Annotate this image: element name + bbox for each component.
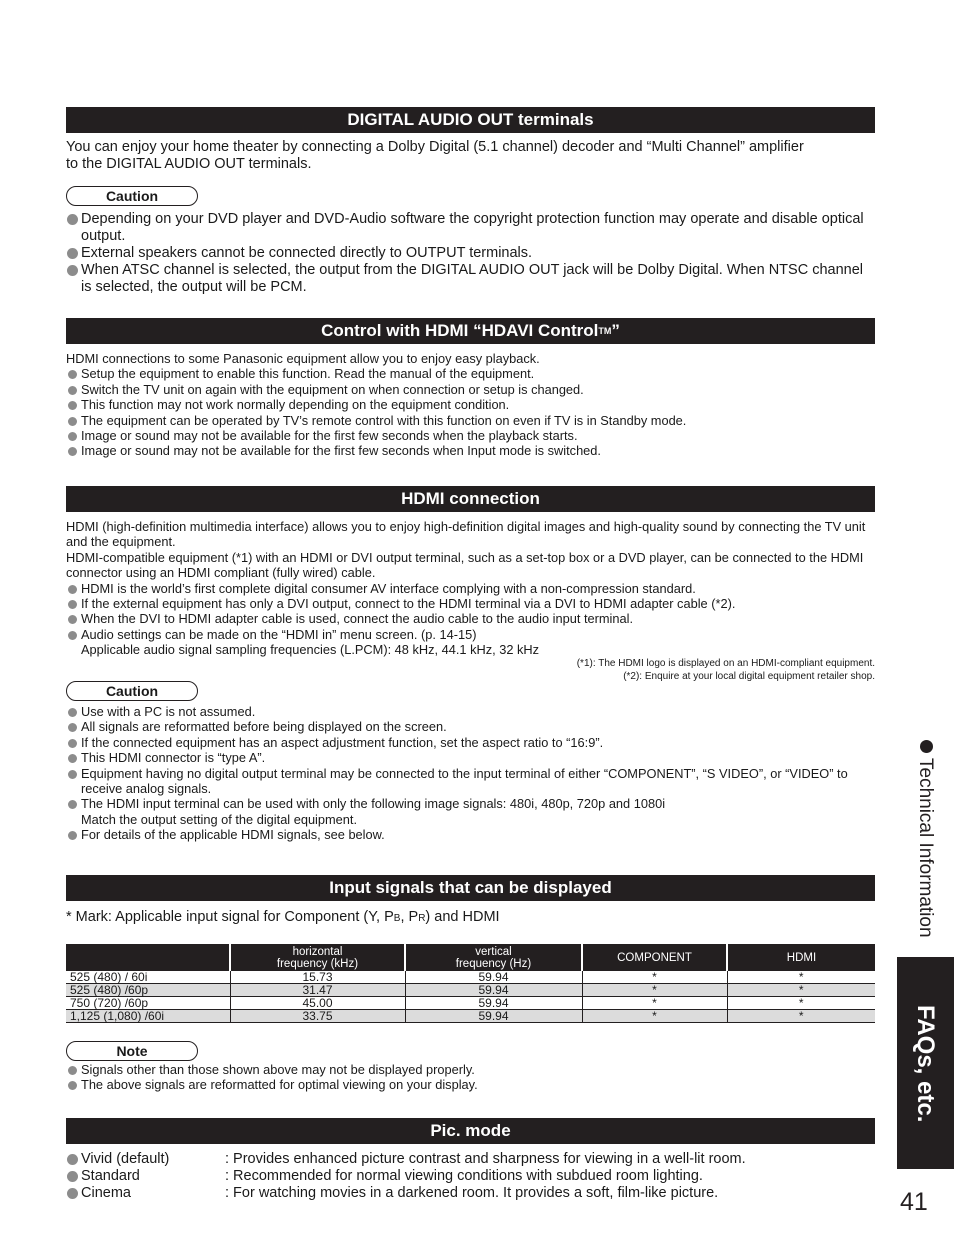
hdavi-content [66,351,875,459]
chapter-tab-label: FAQs, etc. [912,1005,939,1123]
cell-vertical: 59.94 [405,971,582,984]
trademark-mark: TM [598,326,612,336]
list-item: For details of the applicable HDMI signals, see below. [66,827,875,842]
caution-label: Caution [66,681,198,701]
list-item: The above signals are reformatted for optimal viewing on your display. [66,1077,875,1092]
list-item: Use with a PC is not assumed. [66,704,875,719]
cell-hdmi: * [727,997,875,1010]
table-row [66,1010,875,1023]
cell-mode: 525 (480) /60p [66,984,230,997]
footnote: (*1): The HDMI logo is displayed on an HDMI-compliant equipment. [576,658,875,669]
match-note: Match the output setting of the digital equipment. [81,811,358,827]
cell-vertical: 59.94 [405,984,582,997]
list-item: HDMI is the world’s first complete digital consumer AV interface complying with a non-compression standard. [66,581,875,596]
signal-notes [66,1062,875,1093]
list-item: If the connected equipment has an aspect adjustment function, set the aspect ratio to “16:9”. [66,735,875,750]
pic-mode-desc: : Provides enhanced picture contrast and sharpness for viewing in a well-lit room. [225,1151,746,1167]
header-horizontal [230,944,405,971]
footnotes [66,657,875,683]
cell-hdmi: * [727,971,875,984]
list-item: When ATSC channel is selected, the output from the DIGITAL AUDIO OUT jack will be Dolby Digital. When NTSC channel is selected, the output will be PCM. [66,262,875,296]
header-text: frequency (Hz) [455,957,532,970]
list-item: If the external equipment has only a DVI output, connect to the HDMI terminal via a DVI to HDMI adapter cable (*2). [66,596,875,611]
pic-mode-row [66,1151,875,1168]
pic-mode-label: Vivid (default) [66,1151,225,1168]
list-item: Signals other than those shown above may not be displayed properly. [66,1062,875,1077]
pic-mode-label: Standard [66,1168,225,1185]
list-item: All signals are reformatted before being displayed on the screen. [66,719,875,734]
table-row [66,971,875,984]
cell-component: * [582,984,727,997]
cell-hdmi: * [727,984,875,997]
list-item: The HDMI input terminal can be used with only the following image signals: 480i, 480p, 720p and 1080i [66,796,875,811]
section-title: Input signals that can be displayed [329,878,612,897]
cell-hdmi: * [727,1010,875,1023]
section-title: Pic. mode [430,1121,511,1140]
footnote: (*2): Enquire at your local digital equipment retailer shop. [623,671,875,682]
side-label-text: Technical Information [915,758,936,938]
list-item: The equipment can be operated by TV’s remote control with this function on even if TV is in Standby mode. [66,413,875,428]
list-item: Image or sound may not be available for the first few seconds when Input mode is switched. [66,443,875,458]
intro-line: to the DIGITAL AUDIO OUT terminals. [66,156,312,172]
list-item: When the DVI to HDMI adapter cable is used, connect the audio cable to the audio input terminal. [66,611,875,626]
section-title: DIGITAL AUDIO OUT terminals [347,110,594,129]
list-item: Switch the TV unit on again with the equipment on when connection or setup is changed. [66,382,875,397]
cell-horizontal: 45.00 [230,997,405,1010]
pic-mode-row [66,1168,875,1185]
section-header-pic-mode [66,1118,875,1144]
intro-line: You can enjoy your home theater by connecting a Dolby Digital (5.1 channel) decoder and “Multi Channel” amplifier [66,139,804,155]
cell-component: * [582,1010,727,1023]
list-item: This function may not work normally depending on the equipment condition. [66,397,875,412]
list-item: Image or sound may not be available for the first few seconds when the playback starts. [66,428,875,443]
mark-text: ) and HDMI [425,909,500,925]
hdmi-caution-bullets [66,704,875,843]
chapter-tab [897,957,954,1169]
header-mode [66,944,230,971]
list-item: Setup the equipment to enable this function. Read the manual of the equipment. [66,366,875,381]
section-header-hdavi [66,318,875,344]
section-header-input-signals [66,875,875,901]
header-vertical [405,944,582,971]
cell-vertical: 59.94 [405,997,582,1010]
signal-table [66,944,875,1023]
sampling-note: Applicable audio signal sampling frequencies (L.PCM): 48 kHz, 44.1 kHz, 32 kHz [81,642,540,658]
list-item: Equipment having no digital output terminal may be connected to the input terminal of either “COMPONENT”, “S VIDEO”, or “VIDEO” to receive analog signals. [66,766,875,797]
cell-mode: 525 (480) / 60i [66,971,230,984]
header-text: horizontal [292,945,343,958]
bullet-dot-icon [920,740,933,753]
cell-mode: 1,125 (1,080) /60i [66,1010,230,1023]
digital-audio-bullets [66,211,875,296]
cell-component: * [582,971,727,984]
section-title-end: ” [611,321,620,340]
cell-component: * [582,997,727,1010]
section-header-hdmi [66,486,875,512]
digital-audio-intro [66,139,875,173]
hdmi-content [66,519,875,658]
hdmi-intro: HDMI (high-definition multimedia interface) allows you to enjoy high-definition digital images and high-quality sound by connecting the TV unit and the equipment. [66,519,866,550]
cell-horizontal: 33.75 [230,1010,405,1023]
page-number: 41 [900,1188,928,1216]
list-item: Audio settings can be made on the “HDMI in” menu screen. (p. 14-15) [66,627,875,642]
mark-text: * Mark: Applicable input signal for Component (Y, P [66,909,394,925]
hdavi-intro: HDMI connections to some Panasonic equipment allow you to enjoy easy playback. [66,351,540,366]
side-section-label [908,740,948,950]
mark-text: , P [400,909,419,925]
pic-mode-row [66,1185,875,1202]
header-hdmi: HDMI [727,944,875,971]
pic-mode-desc: : Recommended for normal viewing conditions with subdued room lighting. [225,1168,703,1184]
hdmi-intro: HDMI-compatible equipment (*1) with an HDMI or DVI output terminal, such as a set-top box or a DVD player, can be connected to the HDMI connector using an HDMI compliant (fully wired) cable. [66,549,864,581]
caution-label: Caution [66,186,198,206]
header-component: COMPONENT [582,944,727,971]
section-header-digital-audio [66,107,875,133]
pic-mode-list [66,1151,875,1202]
mark-sub-r: R [418,913,426,924]
header-text: frequency (kHz) [276,957,359,970]
section-title: Control with HDMI “HDAVI Control [321,321,599,340]
section-title: HDMI connection [401,489,540,508]
pic-mode-label: Cinema [66,1185,225,1202]
cell-vertical: 59.94 [405,1010,582,1023]
pic-mode-desc: : For watching movies in a darkened room. It provides a soft, film-like picture. [225,1185,719,1201]
list-item: External speakers cannot be connected directly to OUTPUT terminals. [66,245,875,262]
signal-mark-note [66,909,875,927]
list-item: This HDMI connector is “type A”. [66,750,875,765]
mark-sub-b: B [393,913,401,924]
note-label: Note [66,1041,198,1061]
table-header-row [66,944,875,971]
table-row [66,997,875,1010]
header-text: vertical [475,945,512,958]
cell-horizontal: 31.47 [230,984,405,997]
cell-horizontal: 15.73 [230,971,405,984]
list-item: Depending on your DVD player and DVD-Audio software the copyright protection function may operate and disable optical output. [66,211,875,245]
cell-mode: 750 (720) /60p [66,997,230,1010]
table-row [66,984,875,997]
